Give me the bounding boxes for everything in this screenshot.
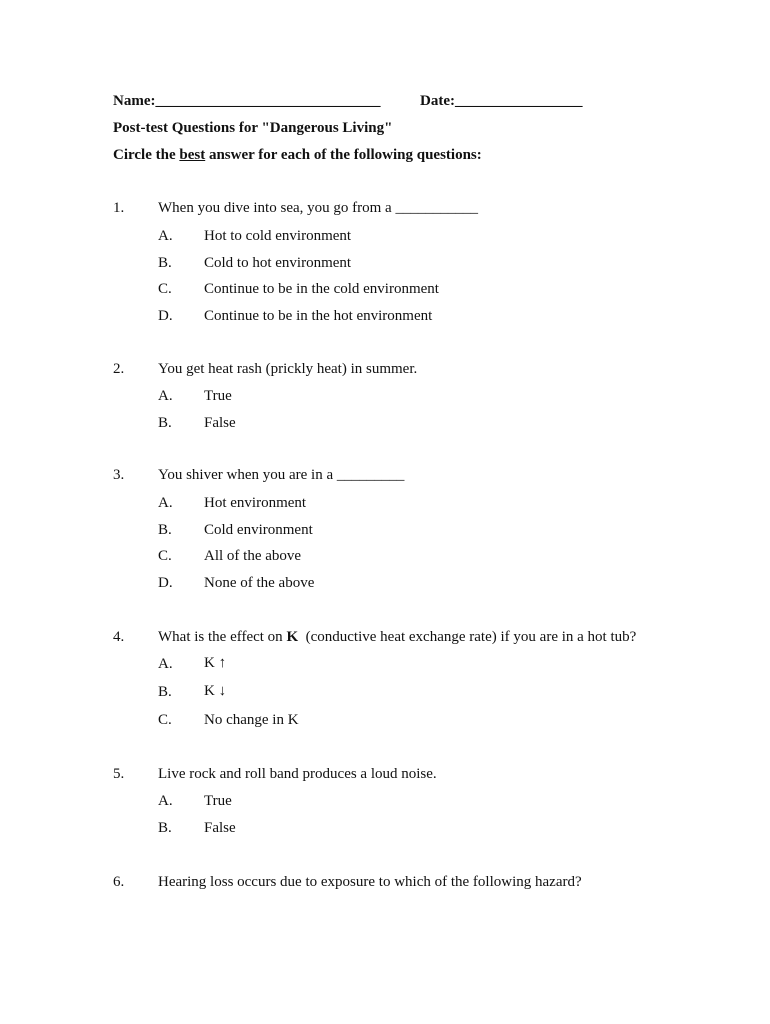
question-number: 4. — [113, 629, 125, 645]
option-letter: B. — [158, 522, 172, 538]
option-letter: A. — [158, 228, 173, 244]
question-text-post: (conductive heat exchange rate) if you are in a hot tub? — [298, 629, 637, 645]
option-letter: B. — [158, 415, 172, 431]
question-text: You shiver when you are in a _________ — [158, 467, 405, 483]
option-text: Hot to cold environment — [204, 228, 352, 244]
option-text: Continue to be in the hot environment — [204, 308, 433, 324]
instruction-post: answer for each of the following questions: — [205, 147, 482, 163]
instruction-emphasis: best — [179, 147, 206, 163]
question-text: When you dive into sea, you go from a ___________ — [158, 200, 478, 216]
option-text: K ↑ — [204, 655, 227, 671]
option-letter: B. — [158, 255, 172, 271]
option-text: False — [204, 415, 236, 431]
date-label: Date: — [420, 93, 455, 109]
option-text: Hot environment — [204, 495, 307, 511]
option-letter: D. — [158, 308, 173, 324]
question-number: 1. — [113, 200, 125, 216]
option-letter: C. — [158, 712, 172, 728]
option-text: Continue to be in the cold environment — [204, 281, 439, 297]
option-text: Cold environment — [204, 522, 313, 538]
question-text — [158, 629, 636, 646]
option-text: All of the above — [204, 548, 302, 564]
option-text: True — [204, 793, 232, 809]
question-number: 2. — [113, 361, 125, 377]
instructions — [113, 147, 482, 164]
name-field — [113, 93, 380, 110]
option-text: True — [204, 388, 232, 404]
question-number: 5. — [113, 766, 125, 782]
name-blank: ______________________________ — [155, 93, 381, 109]
date-blank: _________________ — [454, 93, 583, 109]
question-number: 6. — [113, 874, 125, 890]
question-text: Live rock and roll band produces a loud noise. — [158, 766, 437, 782]
option-letter: A. — [158, 388, 173, 404]
option-letter: A. — [158, 656, 173, 672]
question-text: Hearing loss occurs due to exposure to which of the following hazard? — [158, 874, 582, 890]
instruction-pre: Circle the — [113, 147, 180, 163]
name-label: Name: — [113, 93, 156, 109]
option-text: K ↓ — [204, 683, 227, 699]
option-text: No change in K — [204, 712, 299, 728]
option-letter: A. — [158, 495, 173, 511]
option-letter: C. — [158, 281, 172, 297]
option-letter: D. — [158, 575, 173, 591]
option-letter: B. — [158, 820, 172, 836]
question-text: You get heat rash (prickly heat) in summer. — [158, 361, 418, 377]
question-text-pre: What is the effect on — [158, 629, 287, 645]
option-letter: A. — [158, 793, 173, 809]
page-title: Post-test Questions for "Dangerous Living" — [113, 120, 393, 136]
date-field — [420, 93, 582, 110]
option-text: False — [204, 820, 236, 836]
option-text: None of the above — [204, 575, 315, 591]
option-letter: C. — [158, 548, 172, 564]
option-letter: B. — [158, 684, 172, 700]
option-text: Cold to hot environment — [204, 255, 352, 271]
k-symbol: K — [286, 629, 299, 645]
question-number: 3. — [113, 467, 125, 483]
